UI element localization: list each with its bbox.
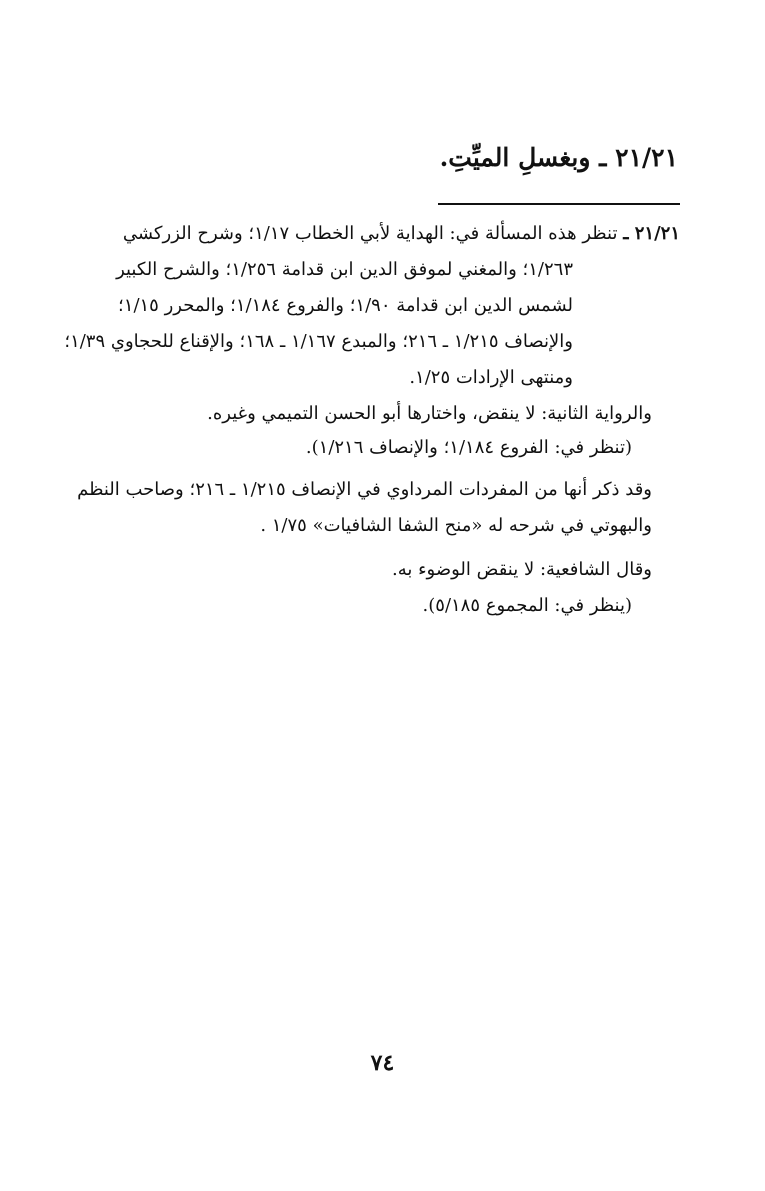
paragraph-second-narration: والرواية الثانية: لا ينقض، واختارها أبو الحسن التميمي وغيره.: [207, 403, 652, 424]
paragraph-shafiiyya-reference: (ينظر في: المجموع ٥/١٨٥).: [422, 595, 632, 616]
main-entry: [118, 138, 678, 178]
main-entry-text: وبغسلِ الميِّتِ.: [439, 143, 591, 172]
footnote-first-line: تنظر هذه المسألة في: الهداية لأبي الخطاب ١/١٧؛ وشرح الزركشي: [122, 223, 618, 244]
footnote-continuation: ١/٢٦٣؛ والمغني لموفق الدين ابن قدامة ١/٢٥٦؛ والشرح الكبير لشمس الدين ابن قدامة ١/٩٠؛ والفروع ١/١٨٤؛ والمحرر ١/١٥؛ والإنصاف ١/٢١٥ ـ ٢١٦؛ والمبدع ١/١٦٧ ـ ١٦٨؛ والإقناع للحجاوي ١/٣٩؛ ومنتهى الإرادات ١/٢٥.: [64, 259, 573, 388]
paragraph-second-narration-reference: (تنظر في: الفروع ١/١٨٤؛ والإنصاف ١/٢١٦).: [305, 437, 632, 458]
paragraph-mufradat: وقد ذكر أنها من المفردات المرداوي في الإنصاف ١/٢١٥ ـ ٢١٦؛ وصاحب النظم والبهوتي في شرحه له «منح الشفا الشافيات» ١/٧٥ .: [77, 479, 652, 536]
footnote: [60, 216, 680, 396]
footnote-divider: [438, 203, 680, 205]
main-entry-number: ٢١/٢١ ـ: [599, 143, 678, 172]
page-number: ٧٤: [370, 1050, 395, 1076]
paragraph-shafiiyya: وقال الشافعية: لا ينقض الوضوء به.: [391, 559, 652, 580]
footnote-number: ٢١/٢١ ـ: [623, 223, 680, 244]
